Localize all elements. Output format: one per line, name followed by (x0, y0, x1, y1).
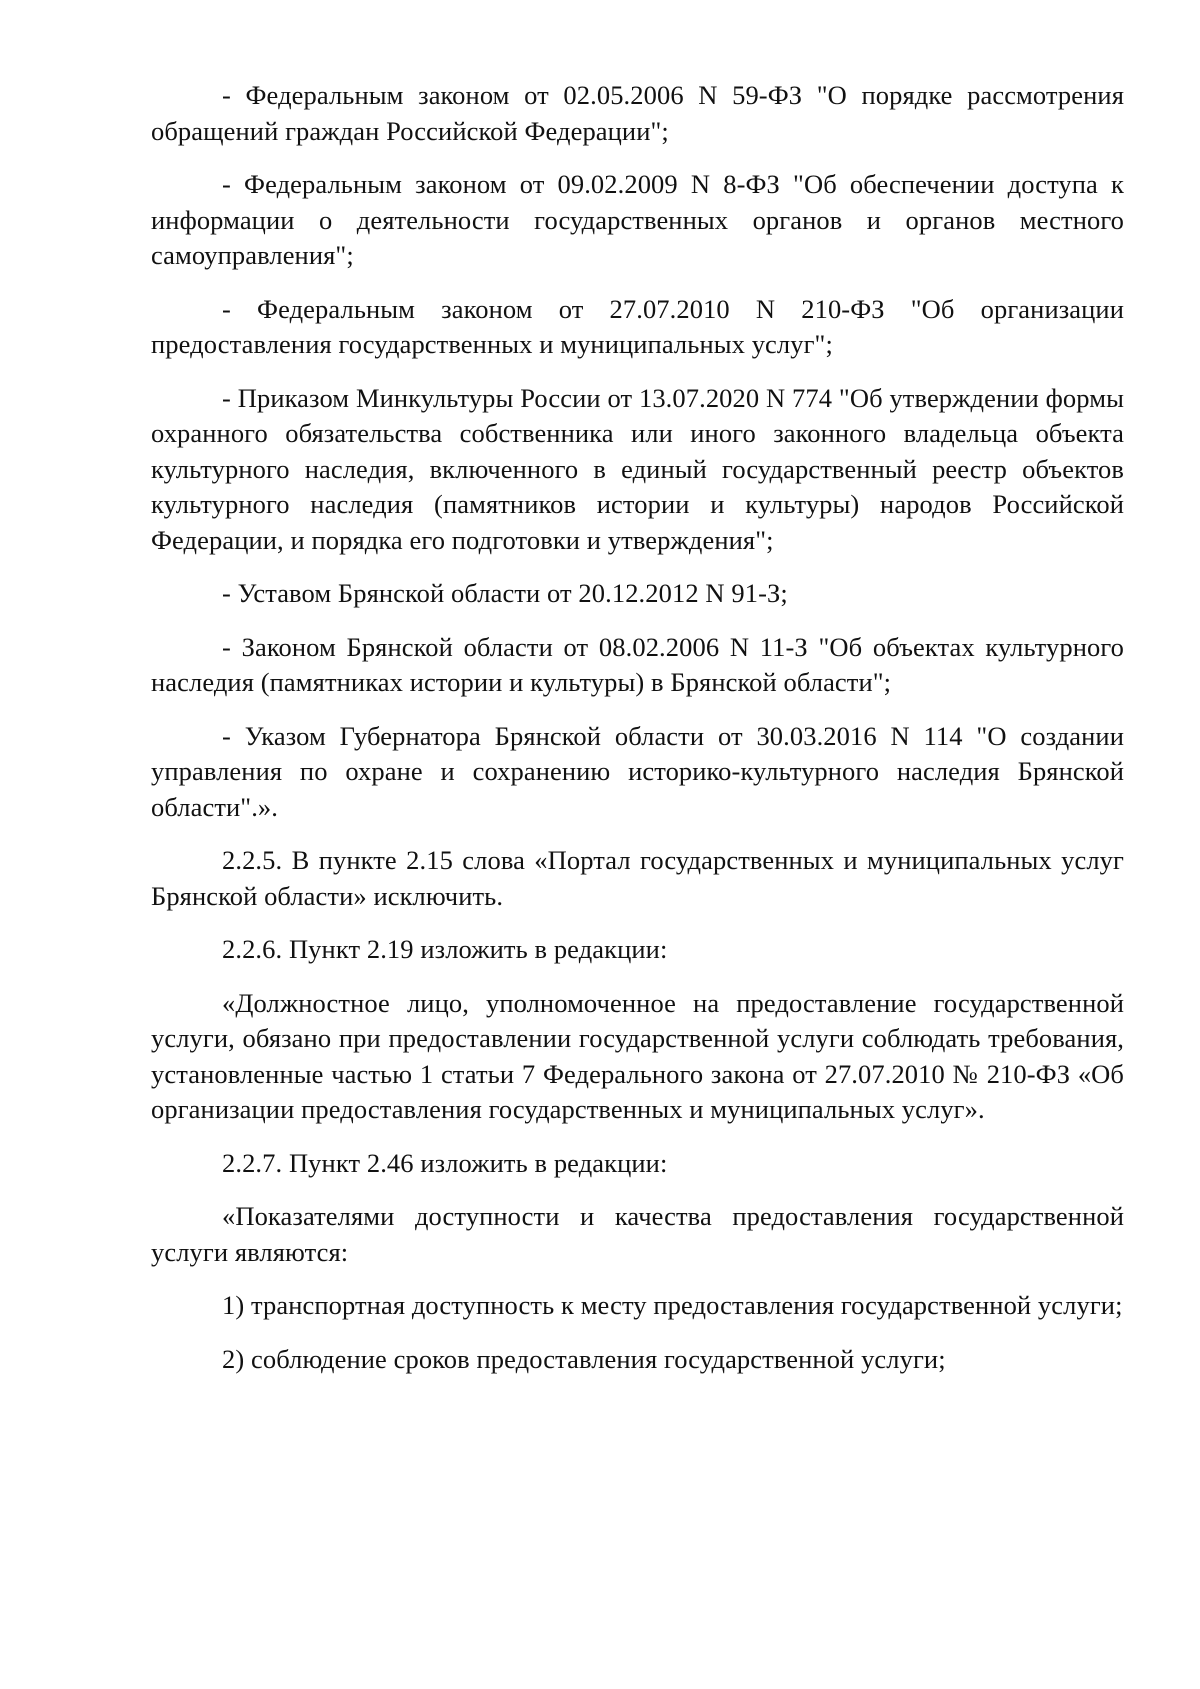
paragraph-official-duty: «Должностное лицо, уполномоченное на предоставление государственной услуги, обязано при предоставлении государственной услуги соблюдать требования, установленные частью 1 статьи 7 Федерального закона от 27.07.2010 № 210-ФЗ «Об организации предоставления государственных и муниципальных услуг». (151, 987, 1124, 1124)
paragraph-law-210-fz: - Федеральным законом от 27.07.2010 N 210-ФЗ "Об организации предоставления государственных и муниципальных услуг"; (151, 293, 1124, 359)
paragraph-2-2-7: 2.2.7. Пункт 2.46 изложить в редакции: (222, 1147, 668, 1178)
paragraph-indicators-intro: «Показателями доступности и качества предоставления государственной услуги являются: (151, 1201, 1124, 1267)
paragraph-law-8-fz: - Федеральным законом от 09.02.2009 N 8-ФЗ "Об обеспечении доступа к информации о деятельности государственных органов и органов местного самоуправления"; (151, 169, 1124, 270)
paragraph-law-59-fz: - Федеральным законом от 02.05.2006 N 59-ФЗ "О порядке рассмотрения обращений граждан Российской Федерации"; (151, 80, 1124, 146)
list-item-deadlines: 2) соблюдение сроков предоставления государственной услуги; (222, 1343, 946, 1374)
paragraph-law-11-z: - Законом Брянской области от 08.02.2006 N 11-З "Об объектах культурного наследия (памятниках истории и культуры) в Брянской области"; (151, 631, 1124, 697)
paragraph-order-774: - Приказом Минкультуры России от 13.07.2020 N 774 "Об утверждении формы охранного обязательства собственника или иного законного владельца объекта культурного наследия, включенного в единый государственный реестр объектов культурного наследия (памятников истории и культуры) народов Российской Федерации, и порядка его подготовки и утверждения"; (151, 382, 1124, 555)
paragraph-2-2-5: 2.2.5. В пункте 2.15 слова «Портал государственных и муниципальных услуг Брянской области» исключить. (151, 845, 1124, 911)
paragraph-decree-114: - Указом Губернатора Брянской области от 30.03.2016 N 114 "О создании управления по охране и сохранению историко-культурного наследия Брянской области".». (151, 720, 1124, 822)
paragraph-charter-bryansk: - Уставом Брянской области от 20.12.2012 N 91-З; (222, 578, 788, 608)
list-item-transport-access: 1) транспортная доступность к месту предоставления государственной услуги; (222, 1290, 1123, 1320)
document-body (151, 78, 1124, 1395)
paragraph-2-2-6: 2.2.6. Пункт 2.19 изложить в редакции: (222, 934, 668, 964)
